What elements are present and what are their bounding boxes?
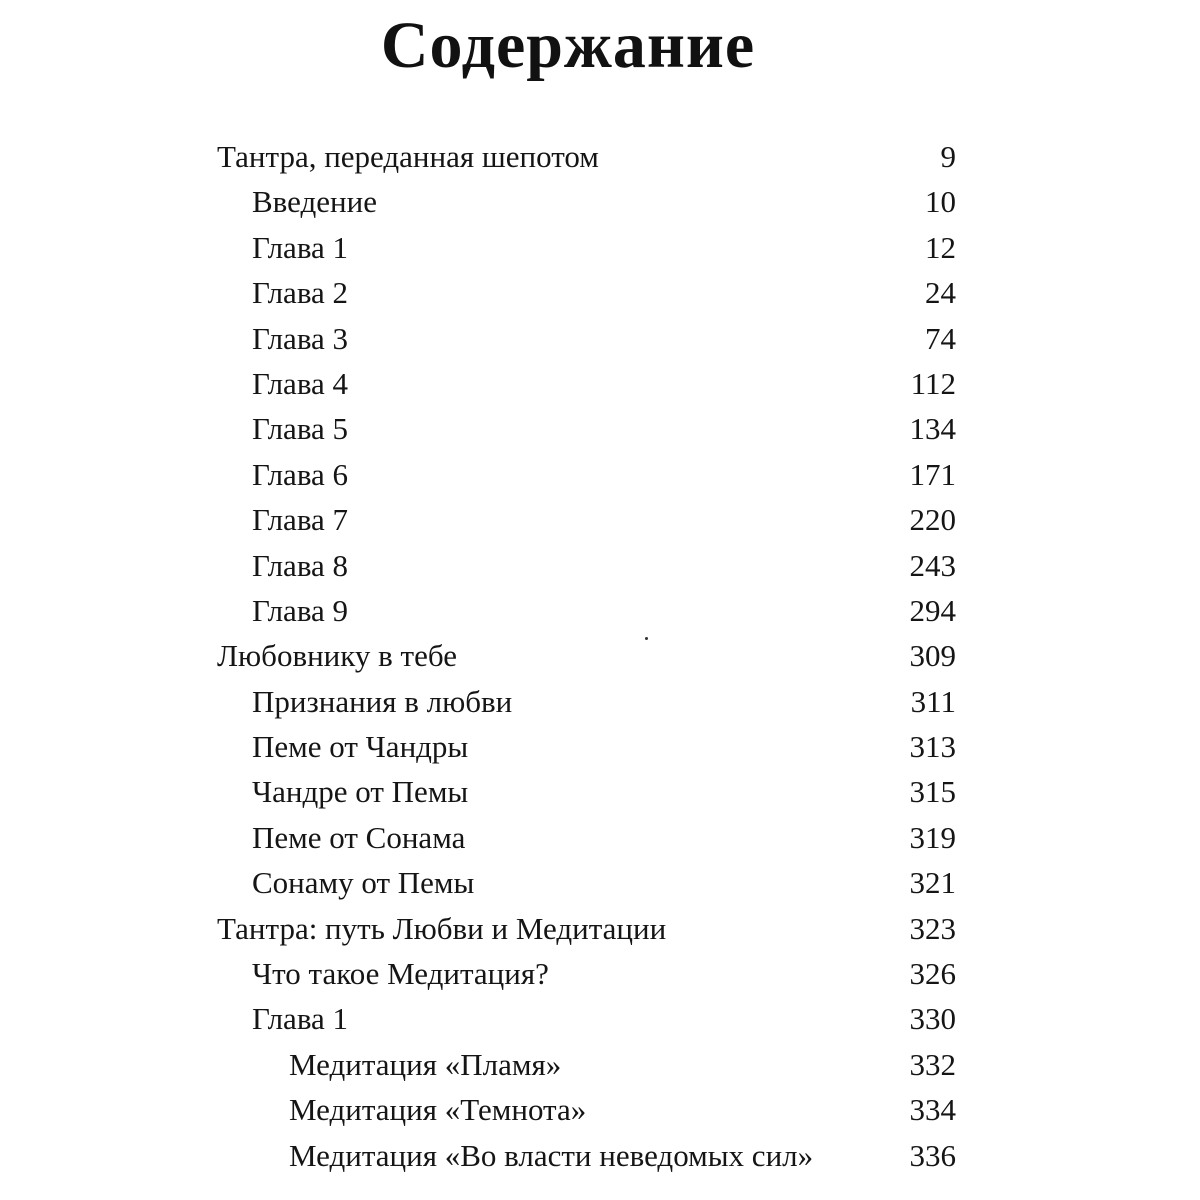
toc-entry [0, 499, 1200, 544]
toc-entry [0, 817, 1200, 862]
toc-entry-page-number: 311 [910, 683, 956, 719]
toc-entry-title: Пеме от Чандры [252, 729, 469, 765]
toc-entry [0, 998, 1200, 1043]
toc-entry [0, 1044, 1200, 1089]
toc-entry-page-number: 334 [909, 1092, 956, 1128]
toc-entry-title: Глава 3 [252, 320, 349, 356]
toc-entry [0, 862, 1200, 907]
toc-entry-page-number: 294 [909, 592, 956, 628]
toc-entry-page-number: 220 [909, 502, 956, 538]
toc-entry-title: Глава 2 [252, 275, 349, 311]
toc-entry-title: Глава 7 [252, 502, 349, 538]
toc-entry [0, 363, 1200, 408]
toc-entry-title: Глава 8 [252, 547, 349, 583]
toc-entry-title: Признания в любви [252, 683, 513, 719]
toc-entry-page-number: 321 [909, 865, 956, 901]
toc-entry [0, 272, 1200, 317]
page-title: Содержание [380, 9, 756, 82]
toc-entry-title: Глава 1 [252, 1001, 349, 1037]
toc-entry-title: Введение [252, 184, 377, 220]
toc-entry-page-number: 12 [925, 229, 956, 265]
toc-entry [0, 408, 1200, 453]
toc-entry-page-number: 112 [910, 365, 956, 401]
toc-entry [0, 726, 1200, 771]
toc-entry [0, 771, 1200, 816]
toc-entry-page-number: 315 [909, 774, 956, 810]
toc-entry-title: Любовнику в тебе [217, 638, 457, 674]
toc-entry-title: Что такое Медитация? [252, 956, 549, 992]
toc-entry [0, 953, 1200, 998]
toc-entry [0, 635, 1200, 680]
toc-entry [0, 545, 1200, 590]
toc-entry [0, 908, 1200, 953]
toc-entry-page-number: 323 [909, 910, 956, 946]
toc-entry-title: Чандре от Пемы [252, 774, 469, 810]
toc-entry [0, 136, 1200, 181]
toc-entry-title: Глава 1 [252, 229, 349, 265]
toc-entry-page-number: 309 [909, 638, 956, 674]
toc-entry [0, 318, 1200, 363]
toc-entry-title: Медитация «Темнота» [289, 1092, 587, 1128]
toc-entry-page-number: 134 [909, 411, 956, 447]
toc-entry-page-number: 313 [909, 729, 956, 765]
toc-entry [0, 454, 1200, 499]
toc-entry [0, 681, 1200, 726]
table-of-contents [0, 136, 1200, 1180]
toc-entry-page-number: 171 [909, 456, 956, 492]
toc-entry-title: Медитация «Во власти неведомых сил» [289, 1137, 814, 1173]
toc-entry-page-number: 330 [909, 1001, 956, 1037]
toc-entry-page-number: 319 [909, 819, 956, 855]
toc-entry-page-number: 326 [909, 956, 956, 992]
toc-entry-title: Глава 5 [252, 411, 349, 447]
toc-entry-title: Глава 9 [252, 592, 349, 628]
toc-entry-page-number: 24 [925, 275, 956, 311]
print-speck [645, 637, 648, 640]
toc-entry-page-number: 243 [909, 547, 956, 583]
toc-entry-title: Тантра: путь Любви и Медитации [217, 910, 667, 946]
toc-entry [0, 590, 1200, 635]
toc-entry-page-number: 74 [925, 320, 956, 356]
toc-entry-title: Медитация «Пламя» [289, 1046, 562, 1082]
toc-entry-title: Глава 4 [252, 365, 349, 401]
toc-entry-page-number: 336 [909, 1137, 956, 1173]
toc-entry-page-number: 10 [925, 184, 956, 220]
toc-entry [0, 1089, 1200, 1134]
toc-entry [0, 181, 1200, 226]
toc-entry-page-number: 332 [909, 1046, 956, 1082]
toc-entry-title: Пеме от Сонама [252, 819, 466, 855]
toc-entry [0, 227, 1200, 272]
toc-entry-title: Сонаму от Пемы [252, 865, 475, 901]
toc-entry-title: Тантра, переданная шепотом [217, 139, 599, 174]
toc-entry [0, 1135, 1200, 1180]
toc-entry-title: Глава 6 [252, 456, 349, 492]
toc-entry-page-number: 9 [940, 139, 956, 174]
